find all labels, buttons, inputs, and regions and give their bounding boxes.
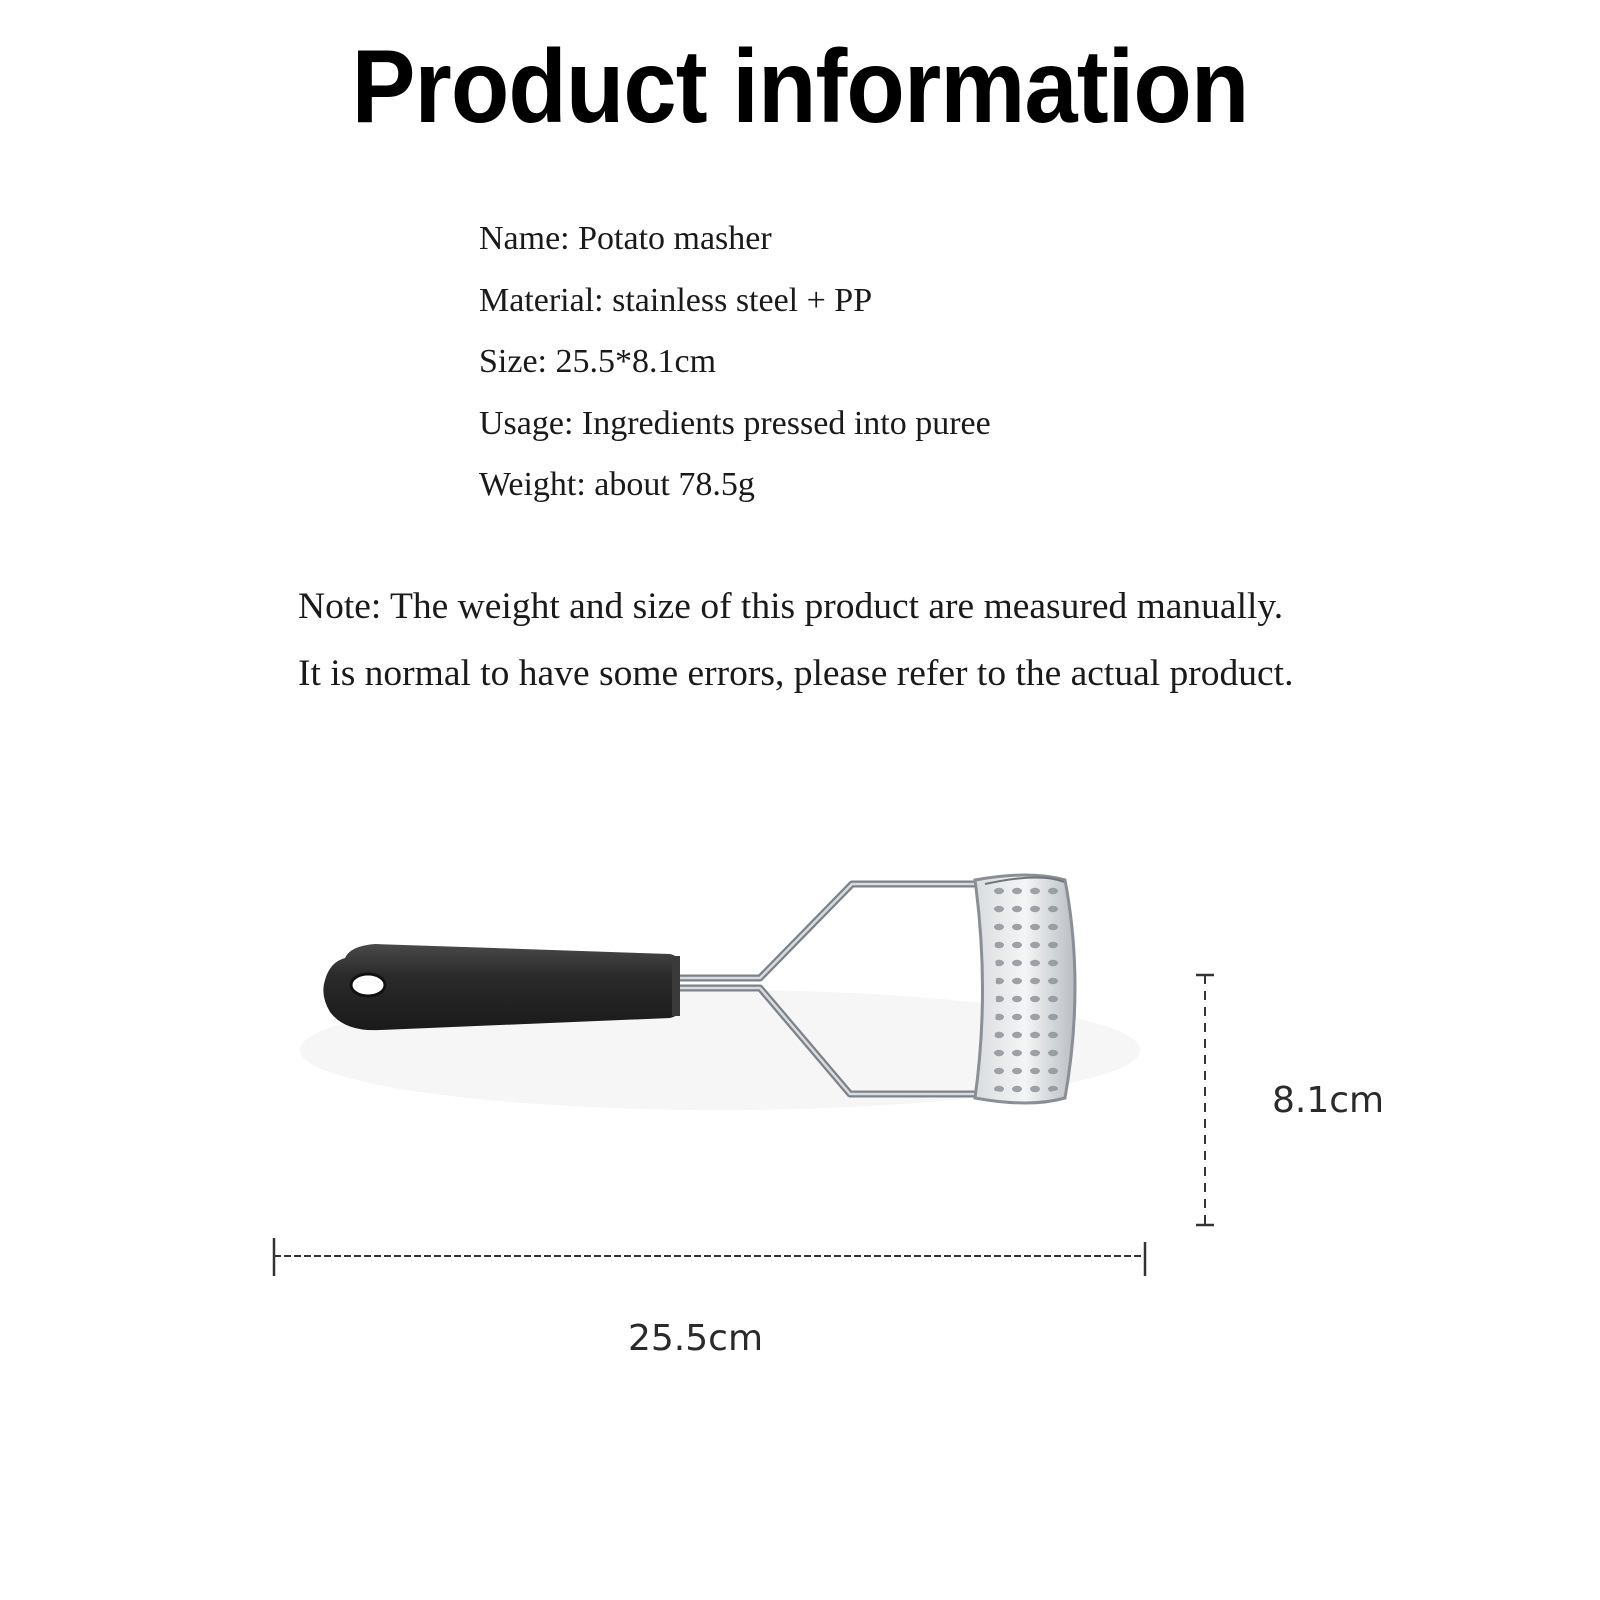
page-title: Product information [351,29,1249,145]
handle [323,944,680,1030]
height-dimension-line [1196,975,1214,1225]
spec-list [479,214,991,522]
spec-size: Size: 25.5*8.1cm [479,343,717,380]
height-dimension-label: 8.1cm [1272,1080,1385,1121]
mashing-plate [975,875,1075,1103]
length-dimension-line [274,1238,1145,1276]
potato-masher-image [0,760,1600,1520]
spec-weight: Weight: about 78.5g [479,466,755,503]
spec-name: Name: Potato masher [479,220,772,257]
spec-usage: Usage: Ingredients pressed into puree [479,404,991,442]
measurement-note [298,582,1293,716]
product-figure [0,760,1600,1520]
note-line-1: Note: The weight and size of this product are measured manually. [298,586,1284,627]
spec-material: Material: stainless steel + PP [479,281,873,319]
hanging-hole [351,974,385,996]
length-dimension-label: 25.5cm [628,1318,764,1359]
note-line-2: It is normal to have some errors, please refer to the actual product. [298,653,1294,694]
